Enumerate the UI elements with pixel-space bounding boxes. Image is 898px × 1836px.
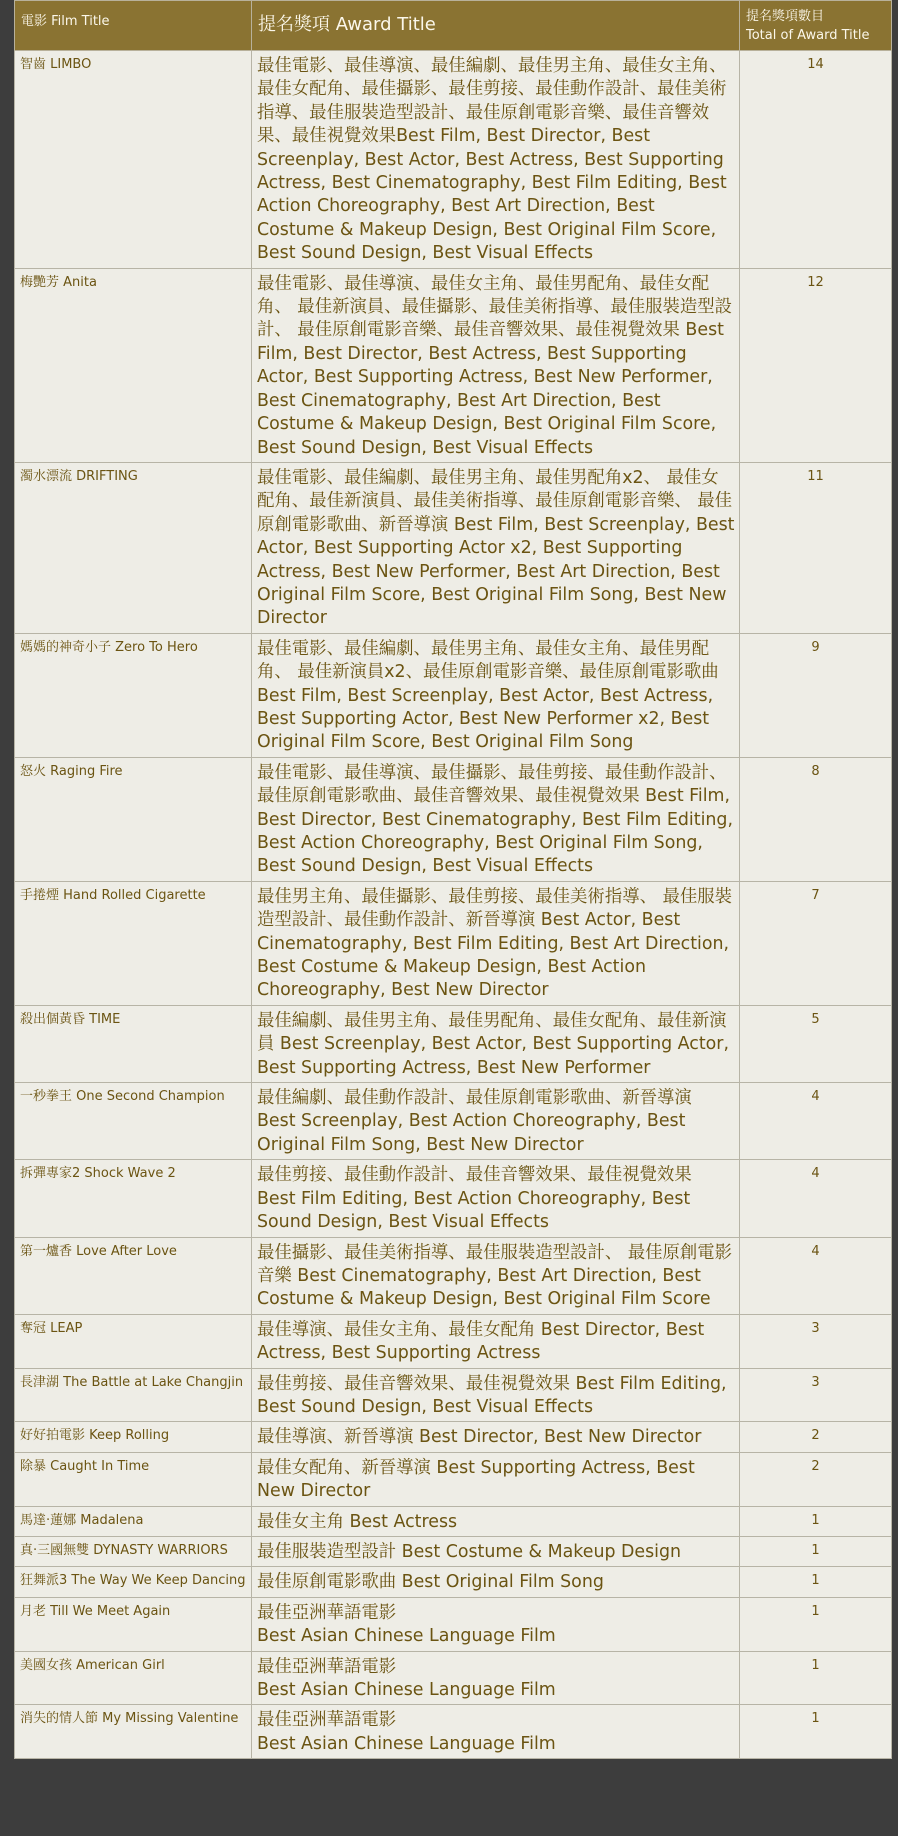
table-row <box>15 268 892 462</box>
header-total-zh: 提名獎項數目 <box>746 9 825 24</box>
table-row <box>15 1005 892 1082</box>
award-title-cell <box>252 1160 740 1237</box>
award-title-cell <box>252 51 740 269</box>
award-list: 最佳亞洲華語電影 Best Asian Chinese Language Film <box>257 1710 556 1754</box>
film-title-cell: 月老 Till We Meet Again <box>15 1597 252 1651</box>
award-list: 最佳剪接、最佳動作設計、最佳音響效果、最佳視覺效果 Best Film Editing, Best Action Choreography, Best Sound Design, Best Visual Effects <box>257 1165 692 1233</box>
award-list: 最佳攝影、最佳美術指導、最佳服裝造型設計、 最佳原創電影音樂 Best Cinematography, Best Art Direction, Best Costume & Makeup Design, Best Original Film Score <box>257 1242 733 1310</box>
table-row <box>15 1597 892 1651</box>
award-title-cell <box>252 1452 740 1506</box>
film-title-cell: 狂舞派3 The Way We Keep Dancing <box>15 1567 252 1597</box>
award-list: 最佳電影、最佳導演、最佳女主角、最佳男配角、最佳女配角、 最佳新演員、最佳攝影、最佳美術指導、最佳服裝造型設計、 最佳原創電影音樂、最佳音響效果、最佳視覺效果 Best Film, Best Director, Best Actress, Best Supporting Actor, Best Supporting Actress, Best New Performer, Best Cinematography, Best Art Direction, Best Costume & Makeup Design, Best Original Film Score, Best Sound Design, Best Visual Effects <box>257 273 733 458</box>
header-award-title: 提名獎項 Award Title <box>252 1 740 51</box>
award-title-cell <box>252 268 740 462</box>
award-list: 最佳編劇、最佳動作設計、最佳原創電影歌曲、新晉導演 Best Screenplay, Best Action Choreography, Best Original Film Song, Best New Director <box>257 1088 692 1155</box>
film-title-cell: 消失的情人節 My Missing Valentine <box>15 1705 252 1759</box>
award-count-cell: 4 <box>740 1237 892 1314</box>
table-row <box>15 1567 892 1597</box>
award-title-cell <box>252 1314 740 1368</box>
film-title-cell: 好好拍電影 Keep Rolling <box>15 1422 252 1452</box>
award-count-cell: 11 <box>740 462 892 633</box>
award-list: 最佳女主角 Best Actress <box>257 1511 458 1532</box>
award-count-cell: 5 <box>740 1005 892 1082</box>
film-title-cell: 濁水漂流 DRIFTING <box>15 462 252 633</box>
film-title-cell: 長津湖 The Battle at Lake Changjin <box>15 1368 252 1422</box>
film-title-cell: 怒火 Raging Fire <box>15 757 252 881</box>
table-row <box>15 1422 892 1452</box>
table-row <box>15 1314 892 1368</box>
award-title-cell <box>252 1005 740 1082</box>
header-total-en: Total of Award Title <box>746 28 870 43</box>
film-title-cell: 真·三國無雙 DYNASTY WARRIORS <box>15 1536 252 1566</box>
film-title-cell: 美國女孩 American Girl <box>15 1651 252 1705</box>
award-list: 最佳服裝造型設計 Best Costume & Makeup Design <box>257 1541 682 1562</box>
table-row <box>15 633 892 757</box>
nominations-table <box>14 0 892 1759</box>
header-total <box>740 1 892 51</box>
award-count-cell: 12 <box>740 268 892 462</box>
award-list: 最佳男主角、最佳攝影、最佳剪接、最佳美術指導、 最佳服裝造型設計、最佳動作設計、新晉導演 Best Actor, Best Cinematography, Best Film Editing, Best Art Direction, Best Costume & Makeup Design, Best Action Choreography, Best New Director <box>257 886 733 1001</box>
award-count-cell: 1 <box>740 1705 892 1759</box>
table-row <box>15 1160 892 1237</box>
award-count-cell: 2 <box>740 1452 892 1506</box>
award-count-cell: 3 <box>740 1368 892 1422</box>
table-row <box>15 1536 892 1566</box>
award-list: 最佳編劇、最佳男主角、最佳男配角、最佳女配角、最佳新演員 Best Screenplay, Best Actor, Best Supporting Actor, Best Supporting Actress, Best New Performer <box>257 1010 729 1078</box>
award-list: 最佳亞洲華語電影 Best Asian Chinese Language Film <box>257 1602 556 1647</box>
award-title-cell <box>252 881 740 1005</box>
award-count-cell: 8 <box>740 757 892 881</box>
header-film-title: 電影 Film Title <box>15 1 252 51</box>
table-row <box>15 1651 892 1705</box>
film-title-cell: 智齒 LIMBO <box>15 51 252 269</box>
award-list: 最佳導演、最佳女主角、最佳女配角 Best Director, Best Actress, Best Supporting Actress <box>257 1319 705 1364</box>
film-title-cell: 馬達·蓮娜 Madalena <box>15 1506 252 1536</box>
award-count-cell: 4 <box>740 1083 892 1160</box>
award-list: 最佳導演、新晉導演 Best Director, Best New Director <box>257 1427 702 1448</box>
film-title-cell: 殺出個黃昏 TIME <box>15 1005 252 1082</box>
award-title-cell <box>252 1597 740 1651</box>
table-row <box>15 1368 892 1422</box>
film-title-cell: 梅艷芳 Anita <box>15 268 252 462</box>
film-title-cell: 手捲煙 Hand Rolled Cigarette <box>15 881 252 1005</box>
award-count-cell: 1 <box>740 1567 892 1597</box>
table-row <box>15 1452 892 1506</box>
award-list: 最佳原創電影歌曲 Best Original Film Song <box>257 1572 604 1593</box>
award-count-cell: 4 <box>740 1160 892 1237</box>
award-list: 最佳電影、最佳導演、最佳編劇、最佳男主角、最佳女主角、 最佳女配角、最佳攝影、最佳剪接、最佳動作設計、最佳美術指導、最佳服裝造型設計、最佳原創電影音樂、最佳音響效果、最佳視覺效果Best Film, Best Director, Best Screenplay, Best Actor, Best Actress, Best Supporting Actress, Best Cinematography, Best Film Editing, Best Action Choreography, Best Art Direction, Best Costume & Makeup Design, Best Original Film Score, Best Sound Design, Best Visual Effects <box>257 56 727 264</box>
award-list: 最佳電影、最佳導演、最佳攝影、最佳剪接、最佳動作設計、 最佳原創電影歌曲、最佳音響效果、最佳視覺效果 Best Film, Best Director, Best Cinematography, Best Film Editing, Best Action Choreography, Best Original Film Song, Best Sound Design, Best Visual Effects <box>257 762 733 877</box>
film-title-cell: 除暴 Caught In Time <box>15 1452 252 1506</box>
table-row <box>15 1506 892 1536</box>
award-list: 最佳電影、最佳編劇、最佳男主角、最佳女主角、最佳男配角、 最佳新演員x2、最佳原創電影音樂、最佳原創電影歌曲 Best Film, Best Screenplay, Best Actor, Best Actress, Best Supporting Actor, Best New Performer x2, Best Original Film Score, Best Original Film Song <box>257 638 719 753</box>
award-count-cell: 7 <box>740 881 892 1005</box>
award-list: 最佳電影、最佳編劇、最佳男主角、最佳男配角x2、 最佳女配角、最佳新演員、最佳美術指導、最佳原創電影音樂、 最佳原創電影歌曲、新晉導演 Best Film, Best Screenplay, Best Actor, Best Supporting Actor x2, Best Supporting Actress, Best New Performer, Best Art Direction, Best Original Film Score, Best Original Film Song, Best New Director <box>257 467 735 629</box>
film-title-cell: 媽媽的神奇小子 Zero To Hero <box>15 633 252 757</box>
film-title-cell: 第一爐香 Love After Love <box>15 1237 252 1314</box>
award-list: 最佳剪接、最佳音響效果、最佳視覺效果 Best Film Editing, Best Sound Design, Best Visual Effects <box>257 1373 727 1417</box>
table-row <box>15 1237 892 1314</box>
table-row <box>15 1083 892 1160</box>
award-title-cell <box>252 1422 740 1452</box>
award-title-cell <box>252 1083 740 1160</box>
award-count-cell: 14 <box>740 51 892 269</box>
award-title-cell <box>252 1536 740 1566</box>
table-header-row <box>15 1 892 51</box>
award-title-cell <box>252 1506 740 1536</box>
film-title-cell: 拆彈專家2 Shock Wave 2 <box>15 1160 252 1237</box>
award-count-cell: 3 <box>740 1314 892 1368</box>
award-title-cell <box>252 633 740 757</box>
award-list: 最佳亞洲華語電影 Best Asian Chinese Language Film <box>257 1656 556 1700</box>
award-title-cell <box>252 1237 740 1314</box>
award-title-cell <box>252 1651 740 1705</box>
table-row <box>15 881 892 1005</box>
table-row <box>15 1705 892 1759</box>
award-title-cell <box>252 462 740 633</box>
award-list: 最佳女配角、新晉導演 Best Supporting Actress, Best New Director <box>257 1457 695 1502</box>
award-count-cell: 1 <box>740 1506 892 1536</box>
award-count-cell: 1 <box>740 1651 892 1705</box>
award-count-cell: 1 <box>740 1597 892 1651</box>
table-row <box>15 51 892 269</box>
film-title-cell: 一秒拳王 One Second Champion <box>15 1083 252 1160</box>
table-row <box>15 462 892 633</box>
award-count-cell: 9 <box>740 633 892 757</box>
film-title-cell: 奪冠 LEAP <box>15 1314 252 1368</box>
table-row <box>15 757 892 881</box>
award-count-cell: 2 <box>740 1422 892 1452</box>
award-title-cell <box>252 1705 740 1759</box>
award-count-cell: 1 <box>740 1536 892 1566</box>
award-title-cell <box>252 1567 740 1597</box>
award-title-cell <box>252 1368 740 1422</box>
award-title-cell <box>252 757 740 881</box>
